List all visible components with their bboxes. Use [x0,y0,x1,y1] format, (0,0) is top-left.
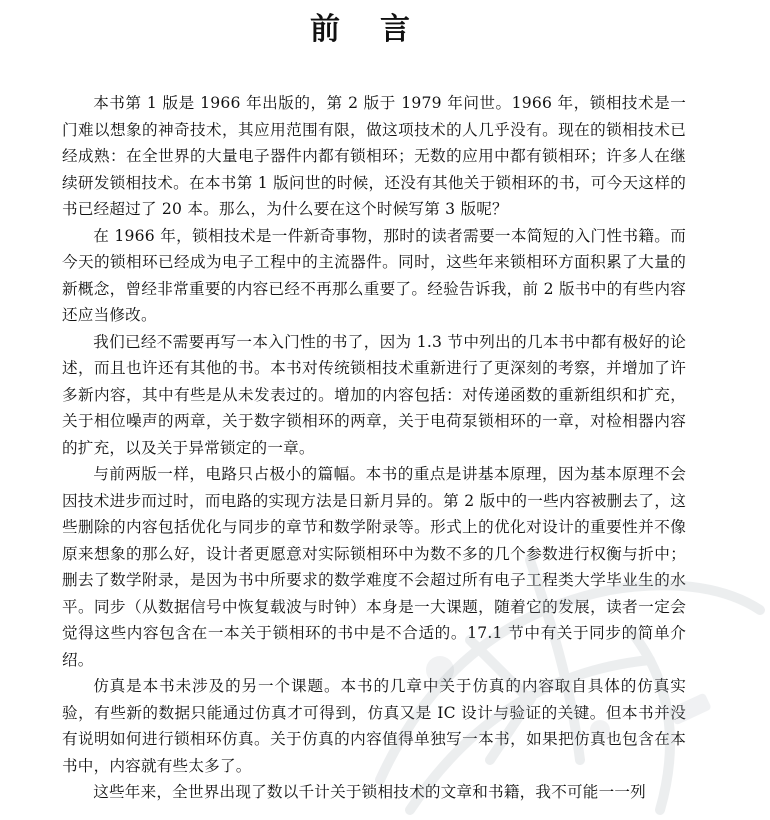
paragraph-4: 与前两版一样，电路只占极小的篇幅。本书的重点是讲基本原理，因为基本原理不会因技术进步而过时，而电路的实现方法是日新月异的。第 2 版中的一些内容被删去了，这些删除的内容包括优化与同步的章节和数学附录等。形式上的优化对设计的重要性并不像原来想象的那么好，设计者更愿意对实际锁相环中为数不多的几个参数进行权衡与折中；删去了数学附录，是因为书中所要求的数学难度不会超过所有电子工程类大学毕业生的水平。同步（从数据信号中恢复载波与时钟）本身是一大课题，随着它的发展，读者一定会觉得这些内容包含在一本关于锁相环的书中是不合适的。17.1 节中有关于同步的简单介绍。 [62,465,686,669]
page-title: 前言 [310,12,450,47]
paragraph-6: 这些年来，全世界出现了数以千计关于锁相技术的文章和书籍，我不可能一一列 [93,783,646,801]
paragraph-5: 仿真是本书未涉及的另一个课题。本书的几章中关于仿真的内容取自具体的仿真实验，有些新的数据只能通过仿真才可得到，仿真又是 IC 设计与验证的关键。但本书并没有说明如何进行锁相环仿真。关于仿真的内容值得单独写一本书，如果把仿真也包含在本书中，内容就有些太多了。 [62,677,686,775]
document-body [62,90,686,806]
paragraph-2: 在 1966 年，锁相技术是一件新奇事物，那时的读者需要一本简短的入门性书籍。而今天的锁相环已经成为电子工程中的主流器件。同时，这些年来锁相环方面积累了大量的新概念，曾经非常重要的内容已经不再那么重要了。经验告诉我，前 2 版书中的有些内容还应当修改。 [62,226,686,324]
paragraph-3: 我们已经不需要再写一本入门性的书了，因为 1.3 节中列出的几本书中都有极好的论述，而且也许还有其他的书。本书对传统锁相技术重新进行了更深刻的考察，并增加了许多新内容，其中有些是从未发表过的。增加的内容包括：对传递函数的重新组织和扩充，关于相位噪声的两章，关于数字锁相环的两章，关于电荷泵锁相环的一章，对检相器内容的扩充，以及关于异常锁定的一章。 [62,332,686,457]
paragraph-1: 本书第 1 版是 1966 年出版的，第 2 版于 1979 年问世。1966 年，锁相技术是一门难以想象的神奇技术，其应用范围有限，做这项技术的人几乎没有。现在的锁相技术已经成熟：在全世界的大量电子器件内都有锁相环；无数的应用中都有锁相环；许多人在继续研发锁相技术。在本书第 1 版问世的时候，还没有其他关于锁相环的书，可今天这样的书已经超过了 20 本。那么，为什么要在这个时候写第 3 版呢？ [62,94,686,218]
